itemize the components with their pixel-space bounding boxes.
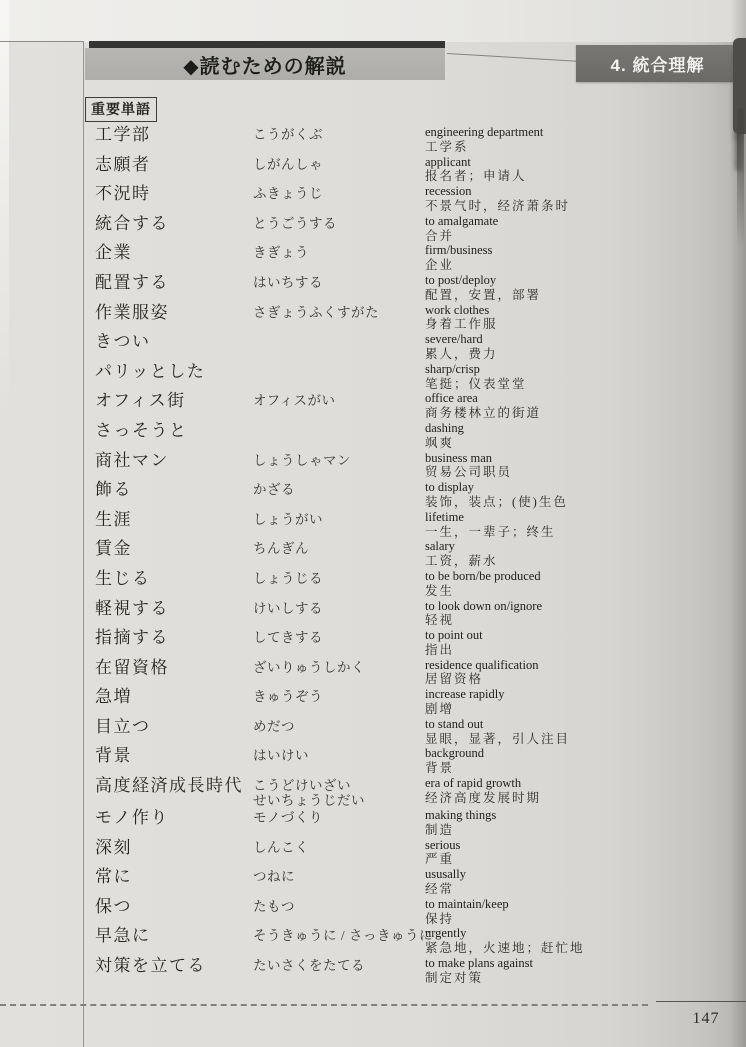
vocab-reading: つねに	[253, 869, 295, 885]
vocab-row	[95, 510, 743, 540]
vocab-translation	[425, 569, 743, 599]
vocab-reading: はいちする	[253, 274, 323, 290]
vocab-reading: こうがくぶ	[253, 127, 323, 142]
vocab-translation	[425, 628, 743, 658]
vocab-word: 作業服姿	[95, 302, 169, 322]
vocab-english: to be born/be produced	[425, 568, 541, 583]
vocab-english: background	[425, 746, 485, 761]
page-number: 147	[692, 1010, 720, 1027]
vocab-reading: とうごうする	[253, 215, 337, 231]
vocab-english: work clothes	[425, 302, 490, 317]
vocab-row	[95, 362, 743, 392]
vocab-word: 急増	[95, 687, 132, 707]
vocab-word: オフィス街	[95, 391, 186, 411]
scan-top-band	[0, 0, 746, 42]
vocab-reading: しょうがい	[253, 511, 323, 527]
vocab-reading: してきする	[253, 630, 323, 646]
vocab-row	[95, 214, 743, 244]
vocab-word: 企業	[95, 243, 132, 263]
vocab-chinese: 制定对策	[425, 970, 484, 985]
vocab-translation	[425, 776, 743, 806]
vocab-translation	[425, 421, 743, 451]
vocab-row	[95, 451, 743, 481]
vocab-row	[95, 746, 743, 776]
vocab-reading: こうどけいざい せいちょうじだい	[253, 778, 365, 809]
vocab-chinese: 笔挺；仪表堂堂	[425, 376, 527, 391]
vocab-translation	[425, 926, 743, 956]
vocab-chinese: 一生，一辈子；终生	[425, 524, 556, 539]
vocab-row	[95, 808, 743, 838]
vocab-word: 商社マン	[95, 450, 169, 470]
vocab-reading: きぎょう	[253, 245, 309, 261]
vocab-english: to maintain/keep	[425, 896, 509, 911]
vocab-reading: しょうしゃマン	[253, 452, 351, 468]
vocab-english: ususally	[425, 867, 466, 882]
vocab-english: to point out	[425, 628, 483, 643]
vocab-row	[95, 332, 743, 362]
vocab-chinese: 紧急地，火速地；赶忙地	[425, 941, 585, 956]
vocab-row	[95, 628, 743, 658]
vocab-reading: しょうじる	[253, 570, 323, 586]
vocab-english: recession	[425, 184, 472, 199]
vocab-row	[95, 539, 743, 569]
vocab-chinese: 剧增	[425, 702, 455, 717]
vocab-reading	[253, 421, 425, 423]
vocab-row	[95, 421, 743, 451]
keyword-label	[85, 97, 157, 122]
vocab-english: office area	[425, 391, 478, 406]
vocab-english: salary	[425, 539, 455, 554]
vocab-row	[95, 569, 743, 599]
vocab-english: dashing	[425, 420, 464, 435]
vocab-translation	[425, 838, 743, 868]
vocab-chinese: 合并	[425, 228, 455, 243]
vocab-word: 統合する	[95, 213, 169, 233]
vocab-reading: めだつ	[253, 718, 295, 734]
vocab-english: to make plans against	[425, 956, 533, 971]
vocab-row	[95, 273, 743, 303]
vocab-reading: そうきゅうに / さっきゅうに	[253, 928, 434, 944]
section-header-title: ◆読むための解説	[183, 55, 347, 78]
vocab-row	[95, 184, 743, 214]
vocab-chinese: 不景气时，经济萧条时	[425, 198, 571, 213]
vocab-word: きつい	[95, 332, 151, 352]
vocab-row	[95, 658, 743, 688]
vocab-english: business man	[425, 450, 493, 465]
vocab-word: 生涯	[95, 509, 132, 529]
vocab-chinese: 工资，薪水	[425, 554, 498, 569]
vocab-word: 目立つ	[95, 716, 151, 736]
vocab-translation	[425, 510, 743, 540]
vocab-chinese: 装饰，装点；(使)生色	[425, 494, 568, 509]
vocab-translation	[425, 273, 743, 303]
vocab-chinese: 飒爽	[425, 435, 455, 450]
vocab-row	[95, 867, 743, 897]
vocab-word: 対策を立てる	[95, 956, 206, 976]
vocab-translation	[425, 480, 743, 510]
vocab-chinese: 保持	[425, 911, 455, 926]
vocab-english: engineering department	[425, 125, 544, 139]
vocab-english: urgently	[425, 926, 467, 941]
vocab-chinese: 背景	[425, 761, 455, 776]
vocab-chinese: 身着工作服	[425, 317, 498, 332]
vocab-word: 志願者	[95, 154, 151, 174]
vocab-row	[95, 391, 743, 421]
vocab-row	[95, 897, 743, 927]
vocab-word: 賃金	[95, 539, 132, 559]
section-header	[85, 48, 445, 80]
vocab-word: 生じる	[95, 568, 151, 588]
book-page-edge-curl	[733, 38, 746, 134]
vocab-english: residence qualification	[425, 657, 539, 672]
page-number-rule	[656, 1001, 746, 1002]
vocab-translation	[425, 746, 743, 776]
vocab-row	[95, 956, 743, 986]
vocab-english: applicant	[425, 154, 471, 169]
vocab-translation	[425, 332, 743, 362]
vocab-translation	[425, 451, 743, 481]
vocab-word: 早急に	[95, 926, 151, 946]
vocab-reading: さぎょうふくすがた	[253, 304, 379, 320]
vocab-chinese: 发生	[425, 583, 455, 598]
vocab-row	[95, 926, 743, 956]
vocab-translation	[425, 867, 743, 897]
vocab-chinese: 配置，安置，部署	[425, 287, 542, 302]
vocab-word: 不況時	[95, 184, 151, 204]
vocab-english: sharp/crisp	[425, 361, 480, 376]
vocab-translation	[425, 303, 743, 333]
vocab-word: パリッとした	[95, 361, 206, 381]
vocab-row	[95, 125, 743, 155]
vocab-reading: けいしする	[253, 600, 323, 616]
vocab-reading: はいけい	[253, 748, 309, 764]
vocab-translation	[425, 687, 743, 717]
vocab-chinese: 严重	[425, 852, 455, 867]
vocab-reading: オフィスがい	[253, 393, 336, 409]
vocab-english: severe/hard	[425, 332, 483, 347]
chapter-banner-label: 4. 統合理解	[610, 56, 705, 75]
vocab-chinese: 工学系	[425, 139, 469, 154]
vocab-word: さっそうと	[95, 420, 188, 440]
vocab-english: increase rapidly	[425, 687, 505, 702]
vocab-translation	[425, 362, 743, 392]
vocab-word: 深刻	[95, 837, 132, 857]
vocab-row	[95, 303, 743, 333]
vocab-translation	[425, 897, 743, 927]
vocab-word: 背景	[95, 746, 132, 766]
vocab-translation	[425, 717, 743, 747]
vocab-chinese: 经常	[425, 882, 455, 897]
vocab-reading: モノづくり	[253, 810, 323, 826]
vocab-english: to amalgamate	[425, 213, 499, 228]
vocab-chinese: 累人，费力	[425, 346, 498, 361]
vocab-chinese: 制造	[425, 822, 455, 837]
vocab-word: 軽視する	[95, 598, 169, 618]
vocab-chinese: 指出	[425, 642, 455, 657]
vocab-row	[95, 155, 743, 185]
vocab-translation	[425, 155, 743, 185]
vocab-reading: しんこく	[253, 839, 309, 855]
vocab-word: モノ作り	[95, 808, 169, 828]
vocab-chinese: 企业	[425, 258, 455, 273]
vocab-word: 在留資格	[95, 657, 169, 677]
vocab-english: to post/deploy	[425, 272, 497, 287]
vocab-english: to look down on/ignore	[425, 598, 543, 613]
vocab-translation	[425, 808, 743, 838]
vocab-english: era of rapid growth	[425, 776, 522, 791]
vocab-reading: かざる	[253, 482, 295, 498]
vocab-reading: たもつ	[253, 898, 295, 914]
vocab-word: 保つ	[95, 896, 132, 916]
vocab-chinese: 经济高度发展时期	[425, 790, 542, 805]
vocab-table	[95, 125, 743, 986]
vocab-translation	[425, 599, 743, 629]
fold-mark-vertical	[83, 41, 84, 1047]
vocab-reading: ざいりゅうしかく	[253, 659, 365, 675]
vocab-english: lifetime	[425, 509, 464, 524]
vocab-reading: きゅうぞう	[253, 689, 323, 705]
vocab-word: 常に	[95, 867, 132, 887]
vocab-word: 工学部	[95, 125, 151, 144]
section-header-top-strip	[89, 41, 445, 48]
vocab-english: to display	[425, 480, 474, 495]
vocab-word: 飾る	[95, 480, 132, 500]
vocab-row	[95, 776, 743, 808]
vocab-reading: しがんしゃ	[253, 156, 323, 172]
vocab-translation	[425, 243, 743, 273]
vocab-translation	[425, 956, 743, 986]
vocab-reading	[253, 362, 425, 364]
vocab-row	[95, 687, 743, 717]
header-hairline	[447, 53, 579, 62]
vocab-english: to stand out	[425, 716, 484, 731]
vocab-english: serious	[425, 837, 461, 852]
vocab-chinese: 报名者；申请人	[425, 169, 527, 184]
vocab-reading: ふきょうじ	[253, 186, 323, 202]
chapter-banner	[576, 45, 739, 82]
cut-line	[0, 1004, 648, 1006]
vocab-row	[95, 838, 743, 868]
vocab-translation	[425, 391, 743, 421]
scan-left-edge	[0, 0, 9, 420]
vocab-chinese: 贸易公司职员	[425, 465, 513, 480]
vocab-row	[95, 243, 743, 273]
vocab-chinese: 商务楼林立的街道	[425, 406, 542, 421]
vocab-word: 指摘する	[95, 628, 169, 648]
vocab-row	[95, 717, 743, 747]
vocab-translation	[425, 214, 743, 244]
vocab-english: making things	[425, 808, 497, 823]
vocab-reading: たいさくをたてる	[253, 958, 365, 974]
vocab-chinese: 轻视	[425, 613, 455, 628]
vocab-chinese: 居留资格	[425, 672, 484, 687]
vocab-english: firm/business	[425, 243, 493, 258]
vocab-translation	[425, 658, 743, 688]
vocab-translation	[425, 539, 743, 569]
vocab-chinese: 显眼，显著，引人注目	[425, 731, 571, 746]
vocab-word: 高度経済成長時代	[95, 776, 243, 796]
keyword-label-text: 重要単語	[91, 101, 151, 117]
vocab-reading: ちんぎん	[253, 541, 309, 557]
vocab-translation	[425, 184, 743, 214]
vocab-word: 配置する	[95, 272, 169, 292]
vocab-row	[95, 599, 743, 629]
vocab-translation	[425, 125, 743, 155]
vocab-row	[95, 480, 743, 510]
vocab-reading	[253, 332, 425, 334]
fold-mark-horizontal	[0, 41, 84, 42]
